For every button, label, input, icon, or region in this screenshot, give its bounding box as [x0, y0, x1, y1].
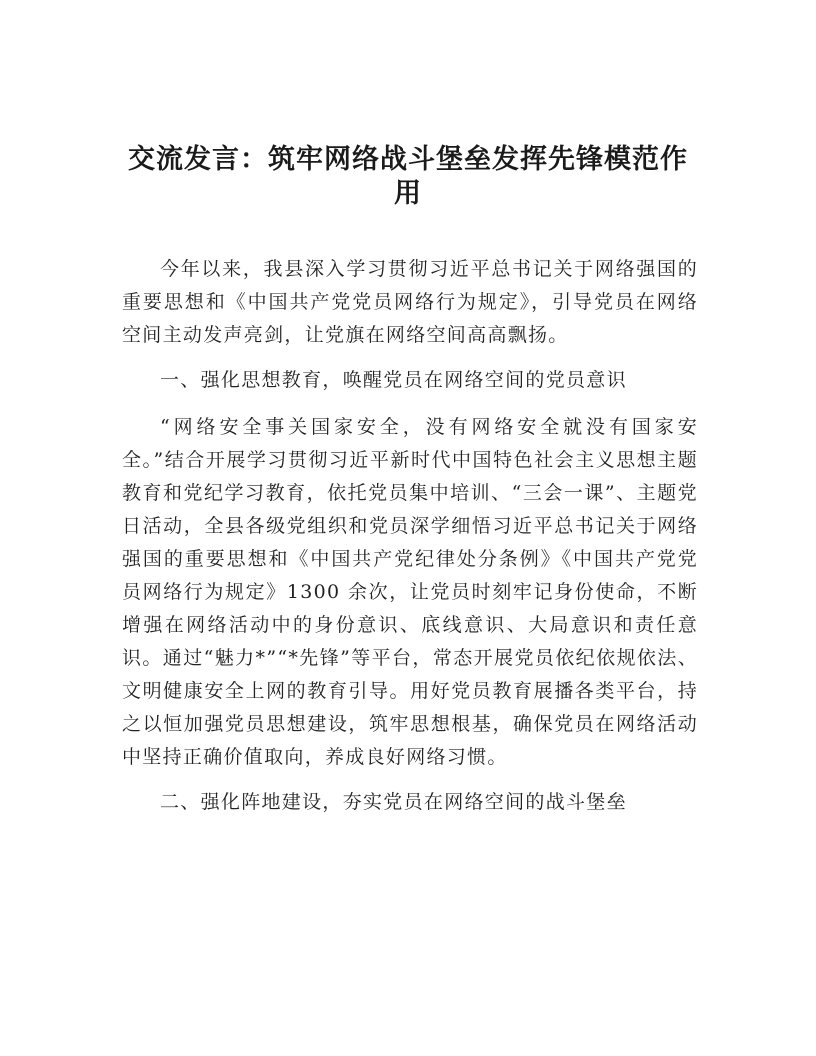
document-body	[122, 253, 698, 833]
section-1-paragraph: “网络安全事关国家安全，没有网络安全就没有国家安全。”结合开展学习贯彻习近平新时代中国特色社会主义思想主题教育和党纪学习教育，依托党员集中培训、“三会一课”、主题党日活动，全县各级党组织和党员深学细悟习近平总书记关于网络强国的重要思想和《中国共产党纪律处分条例》《中国共产党党员网络行为规定》1300 余次，让党员时刻牢记身份使命，不断增强在网络活动中的身份意识、底线意识、大局意识和责任意识。通过“魅力*”“*先锋”等平台，常态开展党员依纪依规依法、文明健康安全上网的教育引导。用好党员教育展播各类平台，持之以恒加强党员思想建设，筑牢思想根基，确保党员在网络活动中坚持正确价值取向，养成良好网络习惯。	[122, 416, 698, 768]
section-heading-2: 二、强化阵地建设，夯实党员在网络空间的战斗堡垒	[160, 791, 627, 813]
section-heading-1: 一、强化思想教育，唤醒党员在网络空间的党员意识	[160, 369, 627, 391]
intro-paragraph: 今年以来，我县深入学习贯彻习近平总书记关于网络强国的重要思想和《中国共产党党员网络行为规定》，引导党员在网络空间主动发声亮剑，让党旗在网络空间高高飘扬。	[122, 258, 698, 346]
document-title: 交流发言：筑牢网络战斗堡垒发挥先锋模范作用	[128, 144, 688, 209]
